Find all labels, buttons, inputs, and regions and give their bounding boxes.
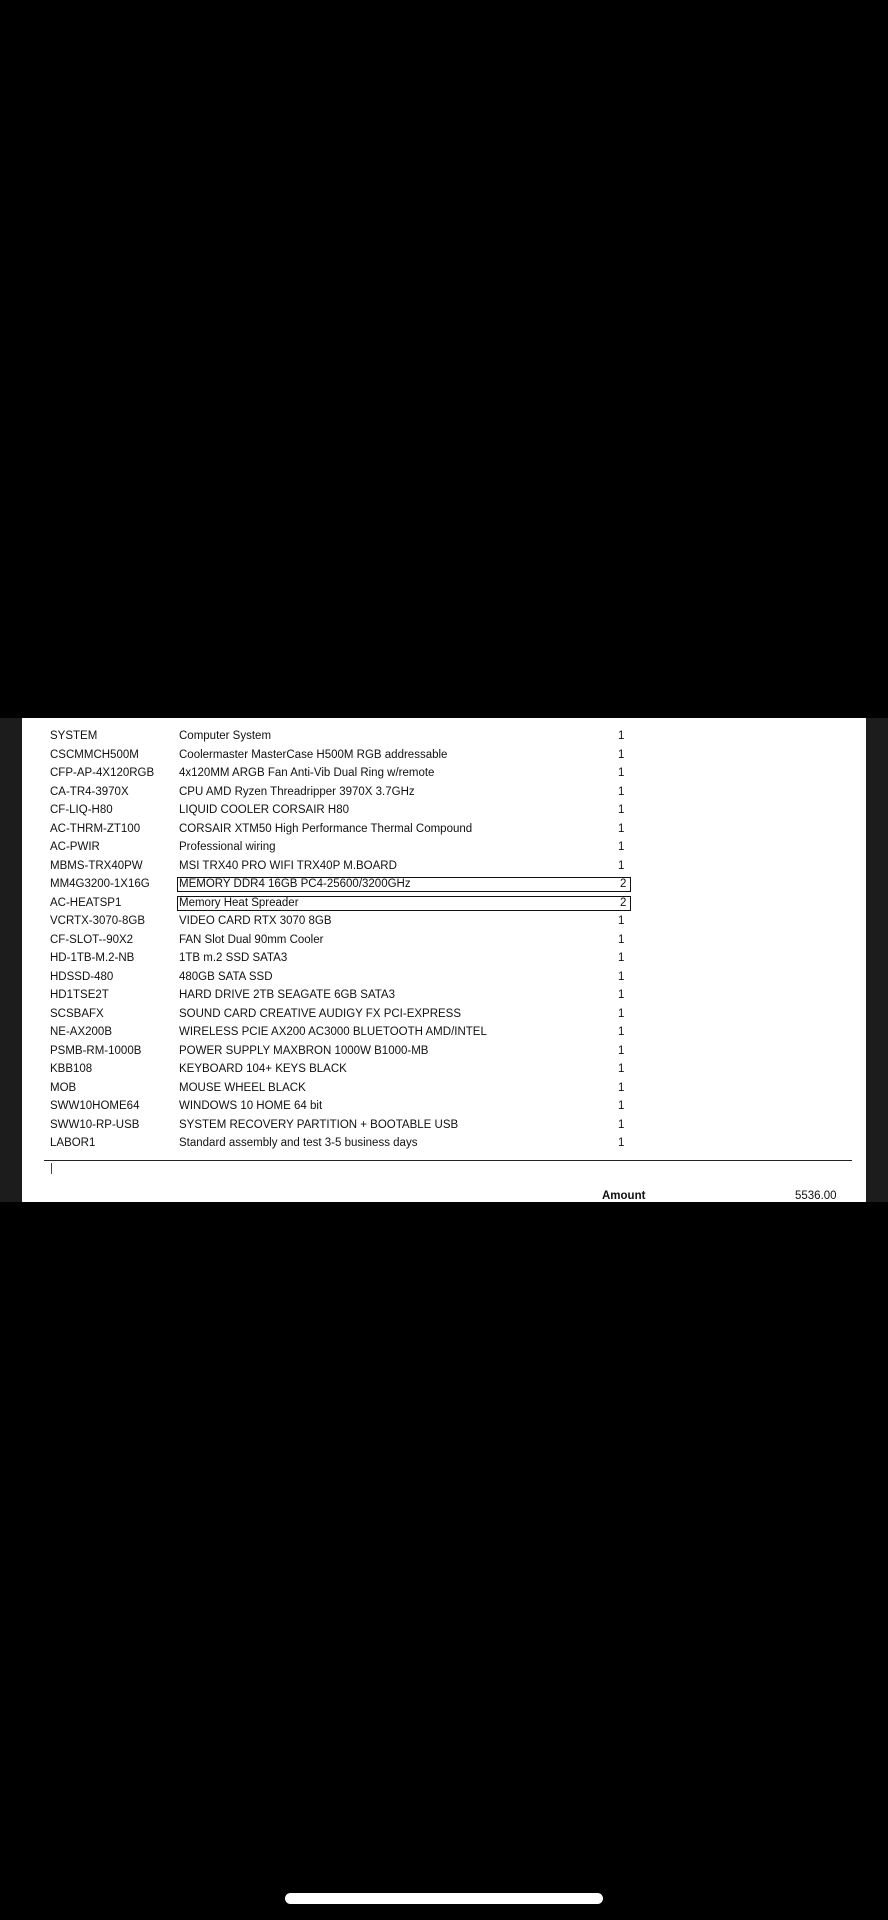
- item-quantity: 2: [620, 878, 627, 890]
- item-quantity: 1: [618, 1063, 625, 1075]
- item-quantity: 1: [618, 1007, 625, 1020]
- item-quantity: 1: [618, 785, 625, 798]
- item-code: CF-SLOT--90X2: [50, 933, 134, 946]
- item-quantity: 1: [618, 748, 625, 761]
- item-code: AC-HEATSP1: [50, 896, 122, 909]
- item-description: Standard assembly and test 3-5 business days: [179, 1137, 418, 1149]
- item-quantity: 1: [618, 841, 625, 853]
- item-code: HD1TSE2T: [50, 989, 109, 1001]
- table-row: [22, 894, 866, 913]
- item-quantity: 1: [618, 970, 625, 983]
- item-description: 1TB m.2 SSD SATA3: [179, 952, 288, 964]
- table-row: [22, 931, 866, 950]
- item-description: Professional wiring: [179, 841, 276, 853]
- item-description: VIDEO CARD RTX 3070 8GB: [179, 915, 332, 927]
- item-description: MEMORY DDR4 16GB PC4-25600/3200GHz: [179, 878, 411, 890]
- item-description: POWER SUPPLY MAXBRON 1000W B1000-MB: [179, 1044, 429, 1057]
- table-row: [22, 801, 866, 820]
- item-quantity: 1: [618, 1044, 625, 1057]
- item-code: CFP-AP-4X120RGB: [50, 767, 155, 779]
- invoice-page: [22, 718, 866, 1202]
- item-description: HARD DRIVE 2TB SEAGATE 6GB SATA3: [179, 989, 396, 1001]
- table-row: [22, 746, 866, 765]
- table-row: [22, 783, 866, 802]
- item-description: LIQUID COOLER CORSAIR H80: [179, 804, 349, 816]
- item-code: KBB108: [50, 1063, 93, 1075]
- item-code: PSMB-RM-1000B: [50, 1044, 142, 1057]
- item-description: SYSTEM RECOVERY PARTITION + BOOTABLE USB: [179, 1118, 459, 1131]
- item-code: NE-AX200B: [50, 1026, 113, 1038]
- divider-line: [44, 1160, 852, 1161]
- item-code: SCSBAFX: [50, 1007, 104, 1020]
- table-row: [22, 875, 866, 894]
- item-code: MBMS-TRX40PW: [50, 859, 143, 872]
- table-row: [22, 986, 866, 1005]
- item-description: 4x120MM ARGB Fan Anti-Vib Dual Ring w/remote: [179, 767, 435, 779]
- item-quantity: 1: [618, 989, 625, 1001]
- item-code: MM4G3200-1X16G: [50, 878, 150, 890]
- table-row: [22, 1023, 866, 1042]
- amount-label: Amount: [602, 1190, 646, 1202]
- amount-value: 5536.00: [795, 1190, 837, 1202]
- item-code: HDSSD-480: [50, 970, 114, 983]
- item-quantity: 1: [618, 1100, 625, 1112]
- table-row: [22, 1116, 866, 1135]
- item-description: Coolermaster MasterCase H500M RGB addressable: [179, 748, 448, 761]
- item-quantity: 1: [618, 915, 625, 927]
- item-code: CA-TR4-3970X: [50, 785, 129, 798]
- table-row: [22, 1079, 866, 1098]
- item-quantity: 1: [618, 1137, 625, 1149]
- item-description: MSI TRX40 PRO WIFI TRX40P M.BOARD: [179, 859, 397, 872]
- item-quantity: 1: [618, 767, 625, 779]
- table-row: [22, 968, 866, 987]
- item-quantity: 1: [618, 822, 625, 835]
- home-indicator[interactable]: [285, 1893, 603, 1904]
- item-code: AC-PWIR: [50, 841, 100, 853]
- line-items-table: [22, 727, 866, 1153]
- item-description: SOUND CARD CREATIVE AUDIGY FX PCI-EXPRESS: [179, 1007, 462, 1020]
- table-row: [22, 1060, 866, 1079]
- item-quantity: 1: [618, 1026, 625, 1038]
- item-description: Computer System: [179, 730, 272, 742]
- table-row: [22, 1134, 866, 1153]
- item-description: CORSAIR XTM50 High Performance Thermal Compound: [179, 822, 473, 835]
- item-quantity: 1: [618, 804, 625, 816]
- table-row: [22, 727, 866, 746]
- text-cursor: [51, 1163, 52, 1174]
- item-quantity: 1: [618, 952, 625, 964]
- item-description: FAN Slot Dual 90mm Cooler: [179, 933, 324, 946]
- item-code: AC-THRM-ZT100: [50, 822, 141, 835]
- table-row: [22, 1097, 866, 1116]
- table-row: [22, 912, 866, 931]
- table-row: [22, 820, 866, 839]
- table-row: [22, 949, 866, 968]
- item-description: Memory Heat Spreader: [179, 896, 299, 909]
- item-quantity: 1: [618, 1118, 625, 1131]
- table-row: [22, 1042, 866, 1061]
- item-quantity: 1: [618, 730, 625, 742]
- item-description: KEYBOARD 104+ KEYS BLACK: [179, 1063, 347, 1075]
- item-quantity: 1: [618, 1081, 625, 1094]
- item-description: WIRELESS PCIE AX200 AC3000 BLUETOOTH AMD/INTEL: [179, 1026, 487, 1038]
- table-row: [22, 857, 866, 876]
- item-description: WINDOWS 10 HOME 64 bit: [179, 1100, 323, 1112]
- document-photo: [0, 718, 888, 1202]
- item-code: VCRTX-3070-8GB: [50, 915, 146, 927]
- item-code: LABOR1: [50, 1137, 96, 1149]
- item-code: SWW10HOME64: [50, 1100, 140, 1112]
- item-code: CF-LIQ-H80: [50, 804, 113, 816]
- item-quantity: 1: [618, 933, 625, 946]
- item-code: CSCMMCH500M: [50, 748, 139, 761]
- item-quantity: 2: [620, 896, 627, 909]
- item-quantity: 1: [618, 859, 625, 872]
- item-code: SWW10-RP-USB: [50, 1118, 140, 1131]
- table-row: [22, 1005, 866, 1024]
- item-description: 480GB SATA SSD: [179, 970, 273, 983]
- table-row: [22, 838, 866, 857]
- item-code: SYSTEM: [50, 730, 98, 742]
- item-description: MOUSE WHEEL BLACK: [179, 1081, 306, 1094]
- table-row: [22, 764, 866, 783]
- item-code: MOB: [50, 1081, 77, 1094]
- item-code: HD-1TB-M.2-NB: [50, 952, 135, 964]
- item-description: CPU AMD Ryzen Threadripper 3970X 3.7GHz: [179, 785, 415, 798]
